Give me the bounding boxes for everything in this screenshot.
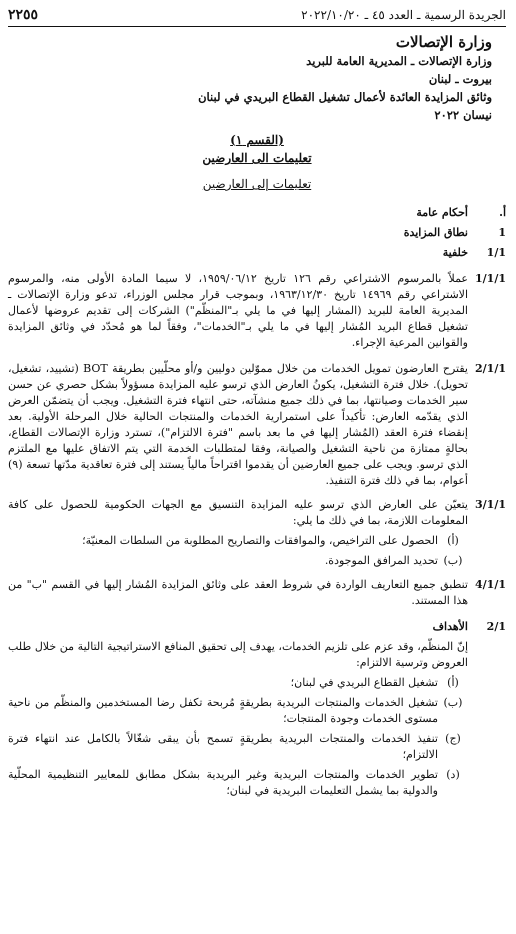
part-number: (القسم ١) (230, 133, 284, 147)
goal-item-a (8, 675, 506, 691)
item-text: الحصول على التراخيص، والموافقات والتصاريح المطلوبة من السلطات المعنيّة؛ (82, 534, 438, 547)
item-label: (ب) (443, 696, 463, 709)
tender-date: نيسان ٢٠٢٢ (434, 108, 492, 122)
header-rule (8, 26, 506, 27)
section-a-title: أحكام عامة (416, 206, 468, 219)
gazette-title: الجريدة الرسمية ـ العدد ٤٥ ـ ٢٠٢٢/١٠/٢٠ (301, 8, 506, 22)
section-a-number: أ. (499, 206, 506, 219)
section-1-1-number: 1/1 (486, 246, 506, 259)
item-text: تنفيذ الخدمات والمنتجات البريدية بطريقةٍ تسمح بأن يبقى شغّالاً بالكامل عند انتهاء فترة الالتزام؛ (8, 732, 438, 761)
clause-2-1-1-number: 2/1/1 (475, 362, 506, 375)
goal-item-d (8, 767, 506, 799)
sub-title: تعليمات إلى العارضين (202, 177, 312, 191)
part-title: تعليمات الى العارضين (202, 151, 312, 165)
item-text: تشغيل الخدمات والمنتجات البريدية بطريقةٍ مُربحة تكفل رضا المستخدمين والمنظّم من ناحية مستوى الخدمات وجودة المنتجات؛ (8, 696, 438, 725)
clause-3-1-1-item-b (8, 553, 506, 569)
clause-3-1-1-text: يتعيّن على العارض الذي ترسو عليه المزايدة التنسيق مع الجهات الحكومية للحصول على كافة المعلومات اللازمة، بما في ذلك ما يلي: (8, 498, 468, 527)
page-number: ٢٢٥٥ (8, 7, 39, 23)
item-label: (د) (446, 768, 460, 781)
clause-1-1-1-number: 1/1/1 (475, 272, 506, 285)
clause-4-1-1-number: 4/1/1 (475, 578, 506, 591)
section-1-number: 1 (498, 226, 506, 239)
item-text: تحديد المرافق الموجودة. (324, 554, 438, 567)
section-2-1 (8, 619, 506, 635)
clause-4-1-1-text: تنطبق جميع التعاريف الواردة في شروط العقد على وثائق المزايدة المُشار إليها في القسم "ب" من هذا المستند. (8, 578, 468, 607)
item-label: (أ) (447, 534, 459, 547)
item-text: تطوير الخدمات والمنتجات البريدية وغير البريدية بشكل مطابق للمعايير التنظيمية المحلّية والدولية بما يشمل التعليمات البريدية في لبنان؛ (8, 768, 438, 797)
clause-4-1-1 (8, 577, 506, 609)
item-label: (ب) (443, 554, 463, 567)
clause-2-1-1-text: يقترح العارضون تمويل الخدمات من خلال مموّلين دوليين و/أو محلّيين بطريقة BOT (تشييد، تشغيل، تحويل). خلال فترة التشغيل، يكونُ العارض الذي ترسو عليه المزايدة مسؤولاً بشكل حصري عن حسن سير الخدمات وصيانتها، بما في ذلك جميع منشآته، حتى انتهاء فترة التشغيل. ويجب أن يتضمّن العرض الذي يقدّمه العارض: تأكيداً على استمرارية الخدمات والمنتجات الحالية خلال المرحلة الأولية. بعد إنقضاء فترة العقد (المُشار إليها في ما بعد باسم "فترة الالتزام")، تسترد وزارة الإتصالات القطاع، بحالةٍ ممتازة من ناحية التشغيل والصيانة، وفقا لمتطلبات الخدمة التي يتم الاتفاق عليها مع الملتزم الذي ترسو. ويجب على جميع العارضين أن يقدموا اقتراحاً مالياً يستند إلى فترة تعاقدية مدّتها تسعة (٩) أعوام، بما في ذلك فترة التنفيذ. (8, 362, 468, 487)
clause-1-1-1-text: عملاً بالمرسوم الاشتراعي رقم ١٢٦ تاريخ ١٩٥٩/٠٦/١٢، لا سيما المادة الأولى منه، والمرسوم الاشتراعي رقم ١٤٩٦٩ تاريخ ١٩٦٣/١٢/٣٠، وبموجب قرار مجلس الوزراء، تدعو وزارة الإتصالات ـ المديرية العامة للبريد (المشار إليها في ما يلي بـ"المنظّم") الشركات إلى تقديم عروضها لأعمال تشغيل قطاع البريد المُشار إليها في ما يلي بـ"الخدمات"، وفقاً لما هو مُحدّد في وثائق المزايدة والقوانين المرعية الإجراء. (8, 272, 469, 349)
gazette-header (8, 6, 506, 24)
clause-3-1-1 (8, 497, 506, 529)
section-2-1-title: الأهداف (432, 620, 468, 633)
section-1-1 (8, 245, 506, 261)
goal-item-b (8, 695, 506, 727)
tender-title: وثائق المزايدة العائدة لأعمال تشغيل القطاع البريدي في لبنان (198, 90, 492, 104)
clause-3-1-1-number: 3/1/1 (475, 498, 506, 511)
section-2-1-number: 2/1 (486, 620, 506, 633)
goals-intro: إنّ المنظّم، وقد عزم على تلزيم الخدمات، يهدف إلى تحقيق المنافع الاستراتيجية التالية من خلال طلب العروض وترسية الالتزام: (8, 640, 468, 669)
section-1-1-title: خلفية (442, 246, 468, 259)
section-1 (8, 225, 506, 241)
item-label: (أ) (447, 676, 459, 689)
item-label: (ج) (445, 732, 461, 745)
clause-1-1-1 (8, 271, 506, 351)
section-a (8, 205, 506, 221)
ministry-title: وزارة الإتصالات (395, 33, 492, 51)
directorate-line: وزارة الإتصالات ـ المديرية العامة للبريد (306, 54, 492, 68)
item-text: تشغيل القطاع البريدي في لبنان؛ (290, 676, 438, 689)
clause-2-1-1 (8, 361, 506, 489)
goal-item-c (8, 731, 506, 763)
location-line: بيروت ـ لبنان (428, 72, 492, 86)
clause-3-1-1-item-a (8, 533, 506, 549)
section-1-title: نطاق المزايدة (403, 226, 468, 239)
